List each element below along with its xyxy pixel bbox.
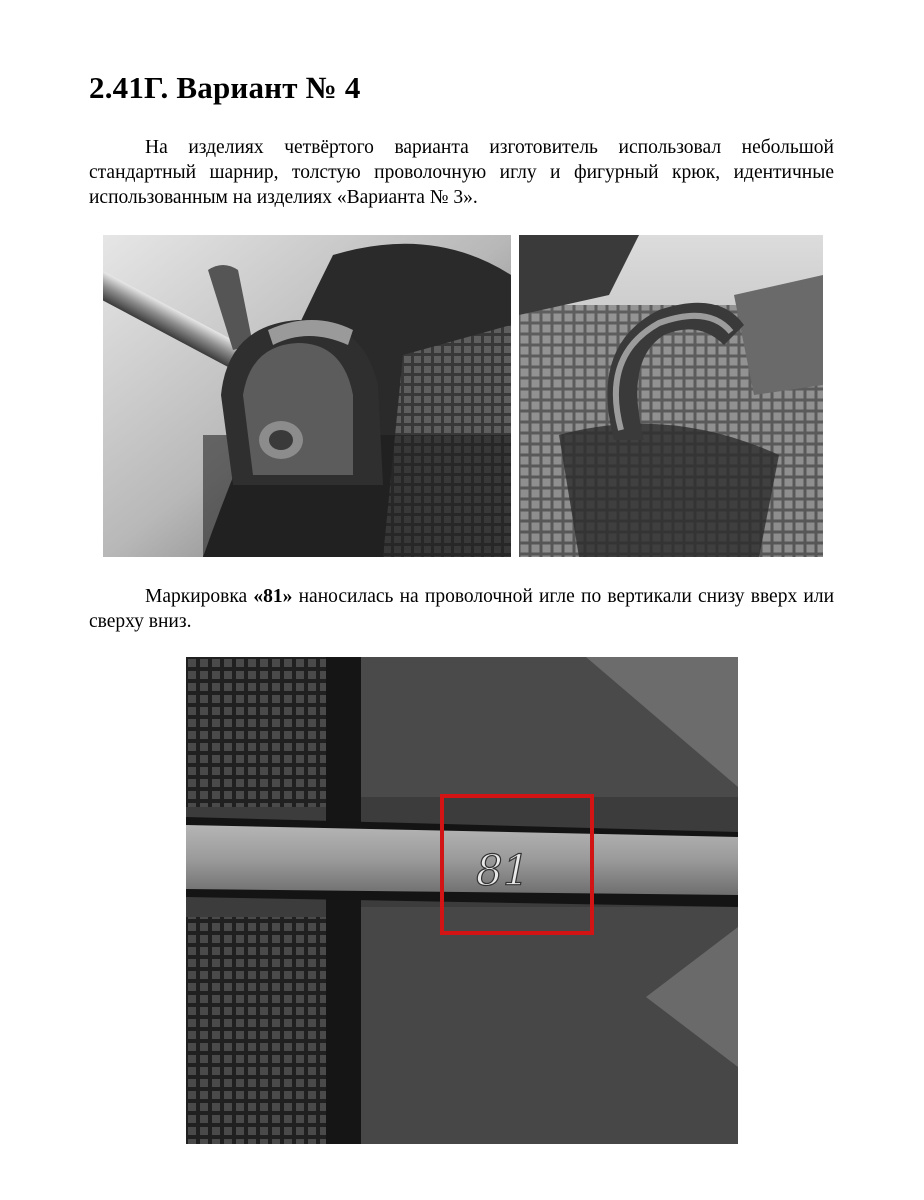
hinge-photo [103,235,511,557]
page-title: 2.41Г. Вариант № 4 [89,70,361,105]
paragraph-marking [89,584,834,634]
marking-photo [186,657,738,1144]
marking-number: «81» [253,586,293,607]
marking-text-start: Маркировка [145,586,254,607]
paragraph-intro: На изделиях четвёртого варианта изготовитель использовал небольшой стандартный шарнир, толстую проволочную иглу и фигурный крюк, идентичные использованным на изделиях «Варианта № 3». [89,137,834,208]
hook-photo [519,235,823,557]
marking-text-end: наносилась на проволочной игле по вертикали снизу вверх или сверху вниз. [89,586,835,632]
marking-highlight-box [440,794,594,935]
svg-text:81: 81 [476,846,530,895]
